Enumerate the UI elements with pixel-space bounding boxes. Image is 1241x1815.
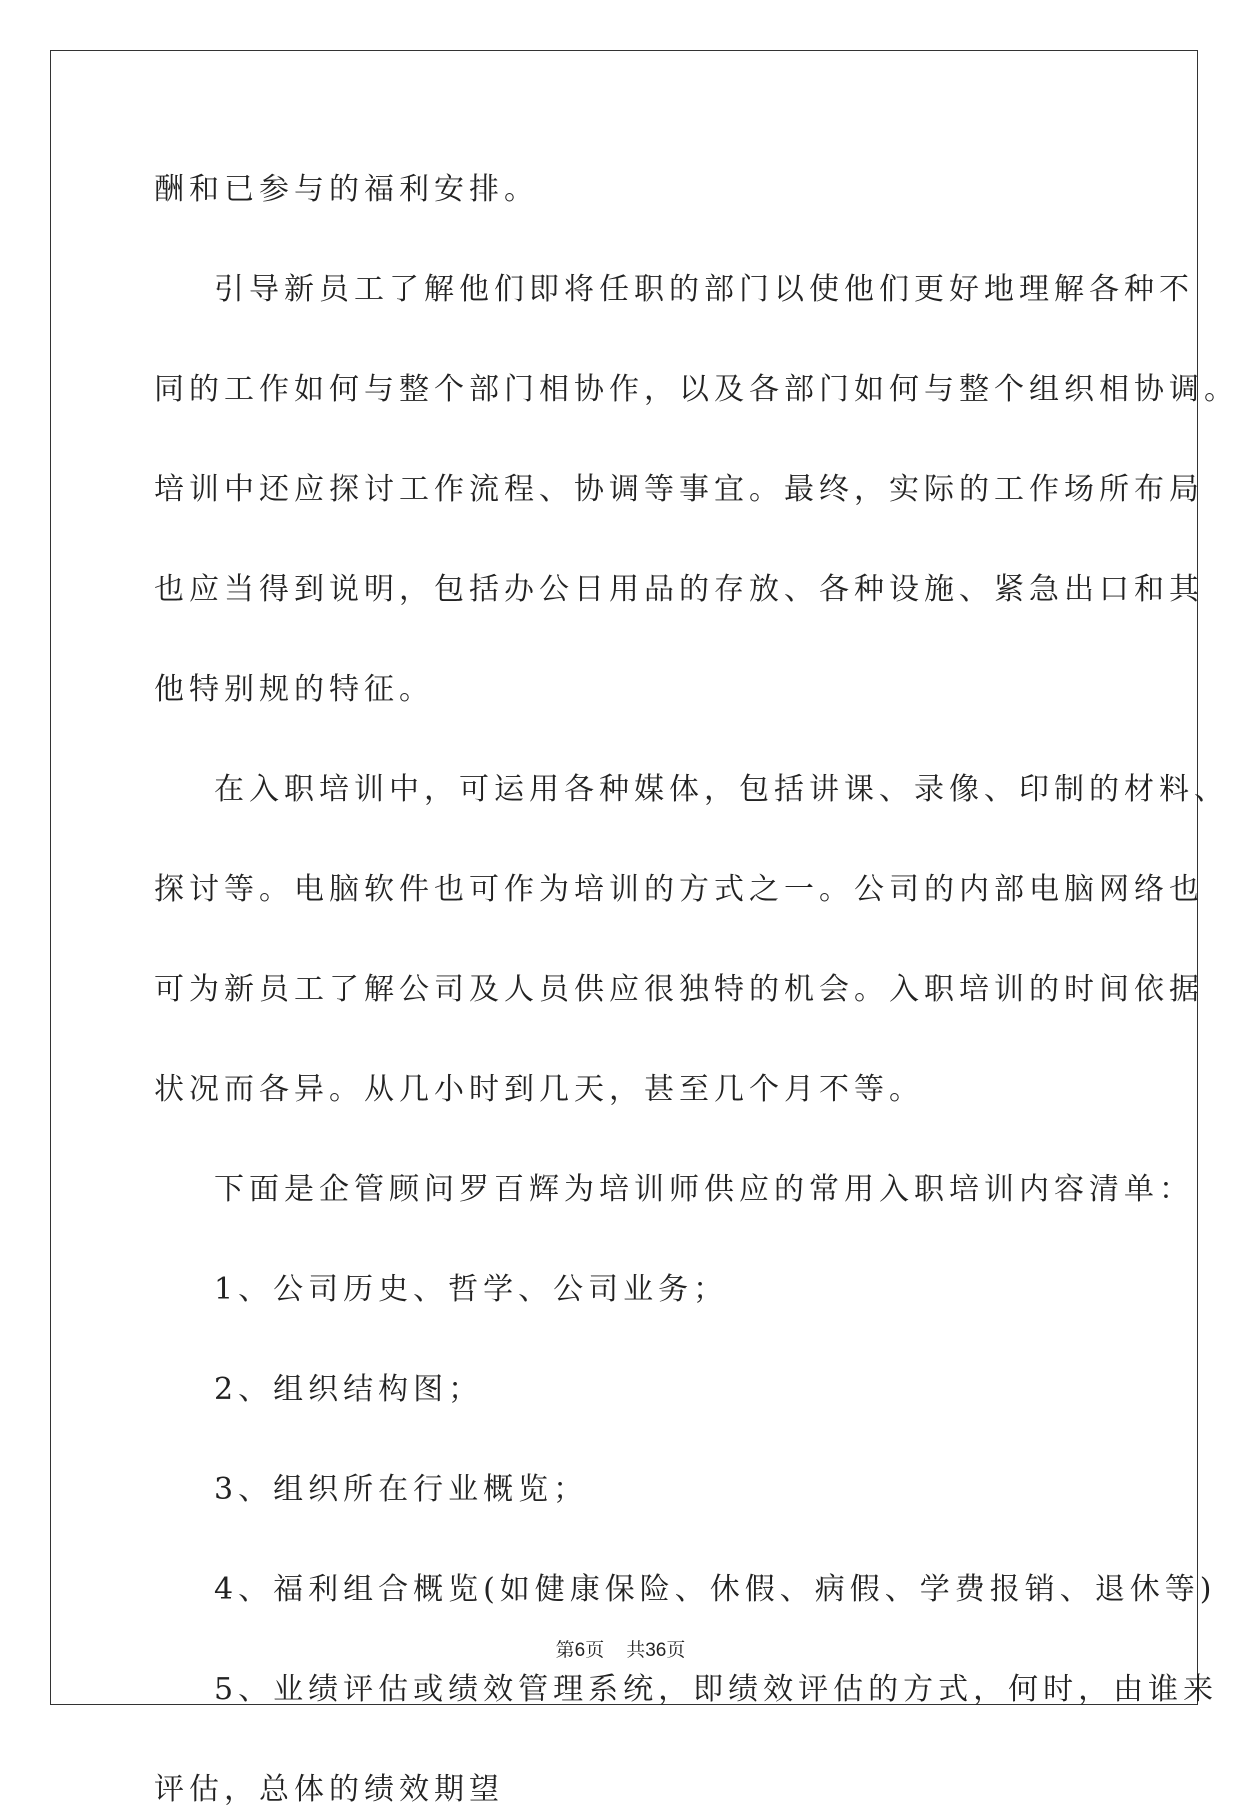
list-item: 5、业绩评估或绩效管理系统，即绩效评估的方式，何时，由谁来 bbox=[214, 1672, 1219, 1707]
page-suffix: 页 bbox=[585, 1639, 605, 1661]
text-line: 下面是企管顾问罗百辉为培训师供应的常用入职培训内容清单： bbox=[214, 1172, 1194, 1207]
list-item: 3、组织所在行业概览； bbox=[214, 1472, 589, 1507]
text-line: 他特别规的特征。 bbox=[154, 672, 434, 707]
list-item: 1、公司历史、哲学、公司业务； bbox=[214, 1272, 729, 1307]
page-number: 6 bbox=[574, 1640, 586, 1661]
text-line: 评估，总体的绩效期望 bbox=[154, 1772, 504, 1807]
text-line: 酬和已参与的福利安排。 bbox=[154, 172, 539, 207]
page-prefix: 第 bbox=[555, 1639, 575, 1661]
text-line: 引导新员工了解他们即将任职的部门以使他们更好地理解各种不 bbox=[214, 272, 1194, 307]
text-line: 状况而各异。从几小时到几天，甚至几个月不等。 bbox=[154, 1072, 924, 1107]
text-line: 培训中还应探讨工作流程、协调等事宜。最终，实际的工作场所布局 bbox=[154, 472, 1204, 507]
text-line: 也应当得到说明，包括办公日用品的存放、各种设施、紧急出口和其 bbox=[154, 572, 1204, 607]
list-item: 4、福利组合概览(如健康保险、休假、病假、学费报销、退休等) bbox=[214, 1572, 1217, 1607]
total-pages: 36 bbox=[645, 1640, 667, 1661]
text-line: 同的工作如何与整个部门相协作，以及各部门如何与整个组织相协调。 bbox=[154, 372, 1239, 407]
document-body bbox=[154, 165, 1239, 1815]
total-suffix: 页 bbox=[666, 1639, 686, 1661]
text-line: 在入职培训中，可运用各种媒体，包括讲课、录像、印制的材料、 bbox=[214, 772, 1229, 807]
list-item: 2、组织结构图； bbox=[214, 1372, 484, 1407]
page-footer bbox=[0, 1635, 1241, 1662]
total-prefix: 共 bbox=[626, 1639, 646, 1661]
text-line: 可为新员工了解公司及人员供应很独特的机会。入职培训的时间依据 bbox=[154, 972, 1204, 1007]
text-line: 探讨等。电脑软件也可作为培训的方式之一。公司的内部电脑网络也 bbox=[154, 872, 1204, 907]
